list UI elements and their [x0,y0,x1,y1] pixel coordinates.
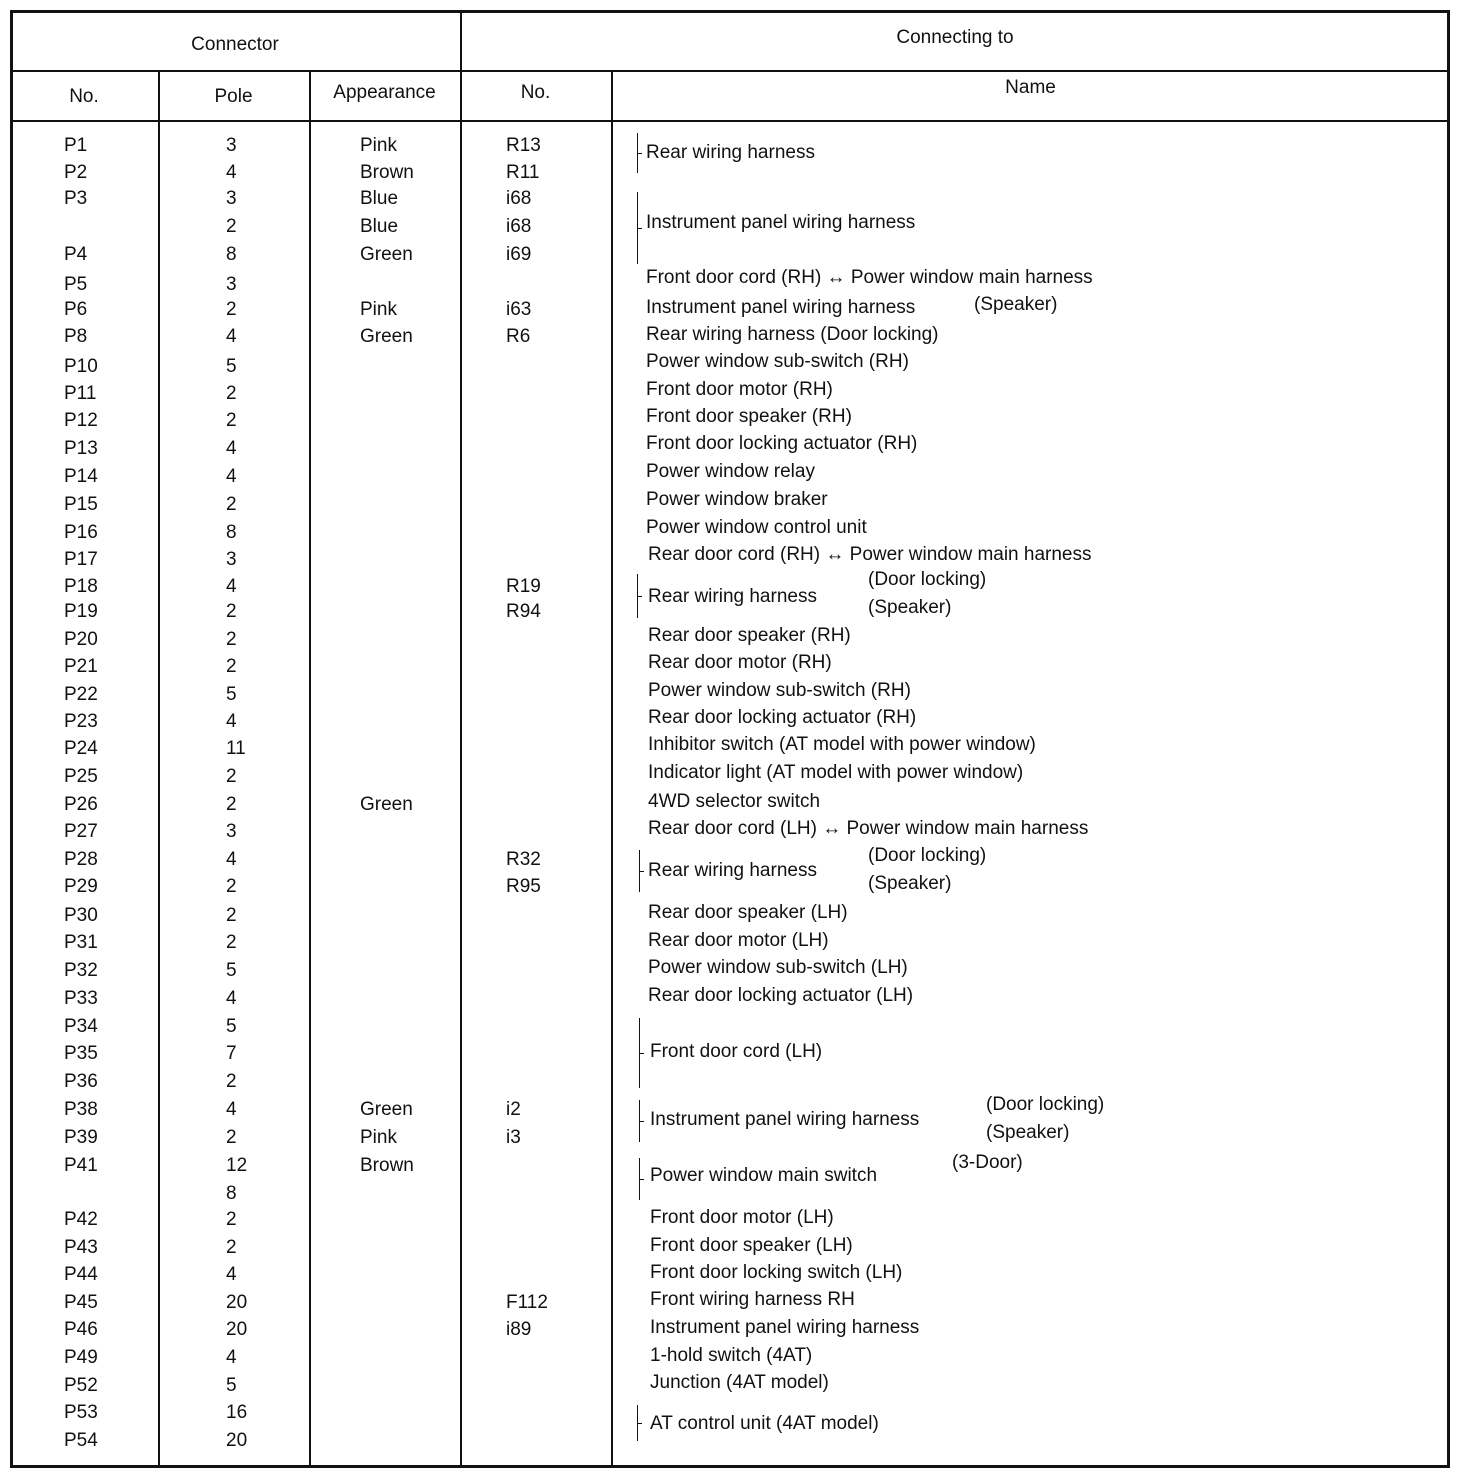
cell-no: P49 [64,1347,98,1368]
cell-pole: 2 [226,601,237,622]
name-entry: (Speaker) [868,873,952,894]
cell-no: P45 [64,1292,98,1313]
cell-pole: 2 [226,216,237,237]
cell-pole: 5 [226,356,237,377]
name-entry: (Door locking) [868,569,987,590]
cell-pole: 3 [226,549,237,570]
cell-pole: 2 [226,1209,237,1230]
cell-pole: 2 [226,383,237,404]
cell-pole: 12 [226,1155,248,1176]
name-entry: Rear door speaker (LH) [648,902,848,923]
cell-no: P34 [64,1016,98,1037]
name-entry: Front door cord (RH) ↔ Power window main harness [646,267,1093,288]
header-divider [10,70,1450,72]
group-brace [637,192,643,264]
cell-pole: 2 [226,905,237,926]
name-entry: Front door cord (LH) [650,1041,823,1062]
cell-to-no: i63 [506,299,532,320]
cell-no: P53 [64,1402,98,1423]
cell-appearance: Green [360,326,413,347]
cell-to-no: R11 [506,162,540,183]
cell-no: P14 [64,466,98,487]
name-entry: Rear door locking actuator (RH) [648,707,917,728]
cell-to-no: i68 [506,216,532,237]
cell-no: P1 [64,135,88,156]
header-connector: Connector [191,34,279,55]
cell-pole: 4 [226,438,237,459]
cell-pole: 3 [226,821,237,842]
cell-to-no: F112 [506,1292,548,1313]
name-entry: Indicator light (AT model with power window) [648,762,1024,783]
header-bottom-rule [10,120,1450,122]
group-brace [639,1100,645,1142]
name-entry: Instrument panel wiring harness [650,1317,920,1338]
name-entry: 4WD selector switch [648,791,821,812]
cell-appearance: Brown [360,162,414,183]
cell-no: P52 [64,1375,98,1396]
name-entry: Front wiring harness RH [650,1289,855,1310]
cell-pole: 4 [226,1264,237,1285]
cell-appearance: Pink [360,299,397,320]
cell-no: P6 [64,299,88,320]
name-entry: Inhibitor switch (AT model with power window) [648,734,1036,755]
name-entry: Power window sub-switch (LH) [648,957,908,978]
cell-pole: 5 [226,684,237,705]
name-entry: (Speaker) [868,597,952,618]
cell-to-no: i69 [506,244,532,265]
name-entry: Rear door cord (LH) ↔ Power window main harness [648,818,1089,839]
col-divider-no [158,70,160,1468]
cell-appearance: Brown [360,1155,414,1176]
cell-no: P41 [64,1155,98,1176]
name-entry: Power window sub-switch (RH) [646,351,909,372]
header-col-pole: Pole [214,86,253,107]
cell-to-no: i89 [506,1319,532,1340]
cell-no: P19 [64,601,98,622]
name-entry: Front door locking switch (LH) [650,1262,903,1283]
cell-no: P2 [64,162,88,183]
group-brace [639,1018,645,1088]
name-entry: Rear door speaker (RH) [648,625,851,646]
cell-no: P4 [64,244,88,265]
name-entry: Rear door cord (RH) ↔ Power window main harness [648,544,1092,565]
cell-to-no: R94 [506,601,541,622]
cell-to-no: R19 [506,576,541,597]
cell-pole: 2 [226,494,237,515]
cell-pole: 2 [226,1071,237,1092]
name-entry: Rear wiring harness [648,860,817,881]
cell-pole: 5 [226,1375,237,1396]
cell-appearance: Pink [360,1127,397,1148]
name-entry: Instrument panel wiring harness [646,297,916,318]
cell-pole: 8 [226,244,237,265]
cell-no: P30 [64,905,98,926]
col-divider-group [460,10,462,1468]
cell-pole: 3 [226,274,237,295]
cell-no: P22 [64,684,98,705]
header-connecting-to: Connecting to [896,27,1014,48]
cell-to-no: i3 [506,1127,521,1148]
cell-no: P8 [64,326,88,347]
name-entry: Rear door motor (LH) [648,930,829,951]
name-entry: (Door locking) [868,845,987,866]
cell-pole: 20 [226,1292,248,1313]
name-entry: (Door locking) [986,1094,1105,1115]
cell-no: P54 [64,1430,98,1451]
cell-no: P5 [64,274,88,295]
cell-pole: 4 [226,576,237,597]
cell-appearance: Blue [360,188,399,209]
name-entry: Front door speaker (LH) [650,1235,853,1256]
cell-no: P11 [64,383,97,404]
cell-no: P28 [64,849,98,870]
name-entry: Power window control unit [646,517,867,538]
cell-pole: 2 [226,766,237,787]
name-entry: Power window braker [646,489,828,510]
name-entry: Front door speaker (RH) [646,406,852,427]
cell-no: P39 [64,1127,98,1148]
name-entry: Rear door locking actuator (LH) [648,985,914,1006]
cell-to-no: R32 [506,849,541,870]
cell-no: P44 [64,1264,98,1285]
cell-to-no: R13 [506,135,541,156]
name-entry: Instrument panel wiring harness [646,212,916,233]
header-col-no: No. [69,86,99,107]
name-entry: Junction (4AT model) [650,1372,829,1393]
cell-pole: 8 [226,1183,237,1204]
cell-pole: 20 [226,1319,248,1340]
name-entry: Power window main switch [650,1165,878,1186]
col-divider-to-no [611,70,613,1468]
header-col-appearance: Appearance [333,82,436,103]
cell-pole: 4 [226,326,237,347]
cell-no: P23 [64,711,98,732]
cell-pole: 4 [226,849,237,870]
name-entry: Rear wiring harness (Door locking) [646,324,939,345]
cell-no: P42 [64,1209,98,1230]
header-col-name: Name [1005,77,1056,98]
name-entry: Power window relay [646,461,815,482]
cell-no: P36 [64,1071,98,1092]
cell-appearance: Blue [360,216,399,237]
cell-pole: 4 [226,466,237,487]
group-brace [639,850,645,892]
cell-no: P24 [64,738,98,759]
name-entry: AT control unit (4AT model) [650,1413,879,1434]
name-entry: Rear wiring harness [648,586,817,607]
cell-pole: 4 [226,988,237,1009]
cell-no: P3 [64,188,88,209]
name-entry: Instrument panel wiring harness [650,1109,920,1130]
cell-no: P38 [64,1099,98,1120]
cell-appearance: Green [360,794,413,815]
cell-no: P33 [64,988,98,1009]
cell-pole: 4 [226,1347,237,1368]
cell-pole: 2 [226,932,237,953]
cell-pole: 7 [226,1043,237,1064]
cell-no: P35 [64,1043,98,1064]
cell-no: P17 [64,549,98,570]
name-entry: Front door motor (RH) [646,379,833,400]
cell-no: P32 [64,960,98,981]
cell-no: P10 [64,356,98,377]
name-entry: (3-Door) [952,1152,1023,1173]
cell-to-no: i2 [506,1099,521,1120]
name-entry: 1-hold switch (4AT) [650,1345,813,1366]
group-brace [637,133,643,173]
cell-pole: 2 [226,656,237,677]
cell-pole: 2 [226,299,237,320]
cell-pole: 2 [226,1237,237,1258]
cell-appearance: Green [360,244,413,265]
name-entry: (Speaker) [986,1122,1070,1143]
cell-pole: 4 [226,711,237,732]
cell-no: P31 [64,932,98,953]
cell-no: P18 [64,576,98,597]
cell-pole: 3 [226,188,237,209]
cell-no: P43 [64,1237,98,1258]
cell-pole: 4 [226,1099,237,1120]
cell-no: P21 [64,656,98,677]
name-entry: (Speaker) [974,294,1058,315]
cell-pole: 2 [226,629,237,650]
col-divider-pole [309,70,311,1468]
cell-no: P26 [64,794,98,815]
cell-no: P15 [64,494,98,515]
name-entry: Front door locking actuator (RH) [646,433,918,454]
cell-pole: 4 [226,162,237,183]
cell-no: P16 [64,522,98,543]
cell-pole: 2 [226,410,237,431]
cell-pole: 5 [226,1016,237,1037]
cell-to-no: R6 [506,326,531,347]
name-entry: Rear door motor (RH) [648,652,832,673]
cell-no: P27 [64,821,98,842]
name-entry: Rear wiring harness [646,142,815,163]
cell-to-no: i68 [506,188,532,209]
cell-pole: 11 [226,738,246,759]
header-col-to-no: No. [520,82,551,103]
cell-no: P25 [64,766,98,787]
cell-no: P29 [64,876,98,897]
cell-pole: 20 [226,1430,248,1451]
cell-pole: 2 [226,876,237,897]
cell-pole: 16 [226,1402,248,1423]
group-brace [637,574,643,618]
cell-appearance: Green [360,1099,413,1120]
name-entry: Front door motor (LH) [650,1207,834,1228]
name-entry: Power window sub-switch (RH) [648,680,911,701]
cell-appearance: Pink [360,135,397,156]
cell-to-no: R95 [506,876,541,897]
cell-pole: 2 [226,794,237,815]
group-brace [637,1405,643,1441]
cell-pole: 2 [226,1127,237,1148]
cell-pole: 8 [226,522,237,543]
cell-no: P12 [64,410,98,431]
cell-no: P46 [64,1319,98,1340]
group-brace [639,1158,645,1200]
cell-pole: 3 [226,135,237,156]
cell-no: P20 [64,629,98,650]
cell-no: P13 [64,438,98,459]
cell-pole: 5 [226,960,237,981]
